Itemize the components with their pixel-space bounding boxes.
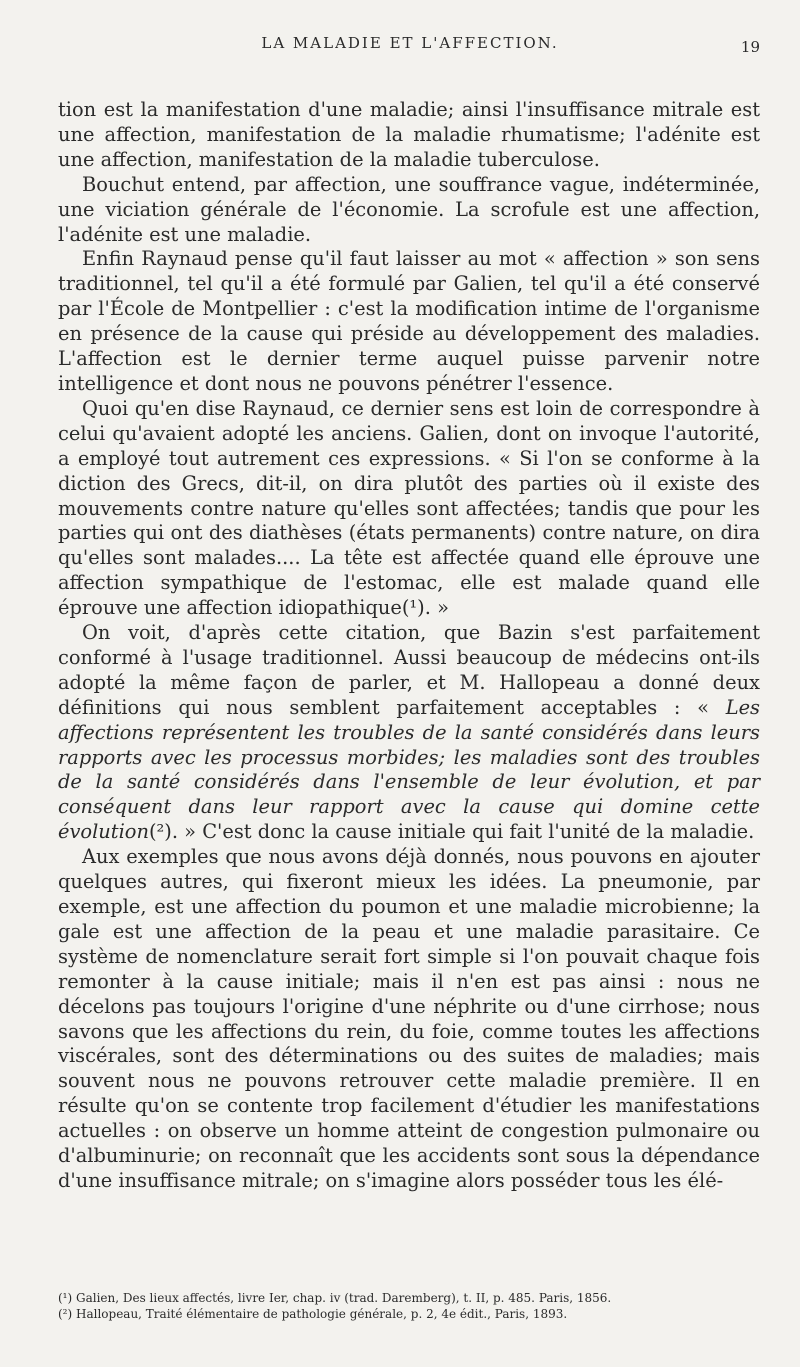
footnotes xyxy=(58,1290,760,1322)
paragraph-3: Enfin Raynaud pense qu'il faut laisser au mot « affection » son sens traditionnel, tel qu'il a été formulé par Galien, tel qu'il a été conservé par l'École de Montpellier : c'est la modification intime de l'organisme en présence de la cause qui préside au développement des maladies. L'affection est le dernier terme auquel puisse parvenir notre intelligence et dont nous ne pouvons pénétrer l'essence. xyxy=(58,247,760,395)
running-head-title: LA MALADIE ET L'AFFECTION. xyxy=(261,34,559,52)
paragraph-2: Bouchut entend, par affection, une souffrance vague, indéterminée, une viciation générale de l'économie. La scrofule est une affection, l'adénite est une maladie. xyxy=(58,172,760,246)
page-number: 19 xyxy=(740,38,760,56)
hallopeau-quote: Les affections représentent les troubles de la santé considérés dans leurs rapports avec les processus morbides; les maladies sont des troubles de la santé considérés dans l'ensemble de leur évolution, et par conséquent dans leur rapport avec la cause qui domine cette évolution xyxy=(58,695,760,844)
paragraph-5-outro: (²). » C'est donc la cause initiale qui fait l'unité de la maladie. xyxy=(148,820,755,844)
paragraph-5 xyxy=(58,621,760,845)
paragraph-4: Quoi qu'en dise Raynaud, ce dernier sens est loin de correspondre à celui qu'avaient adopté les anciens. Galien, dont on invoque l'autorité, a employé tout autrement ces expressions. « Si l'on se conforme à la diction des Grecs, dit-il, on dira plutôt des parties où il existe des mouvements contre nature qu'elles sont affectées; tandis que pour les parties qui ont des diathèses (états permanents) contre nature, on dira qu'elles sont malades.... La tête est affectée quand elle éprouve une affection sympathique de l'estomac, elle est malade quand elle éprouve une affection idiopathique(¹). » xyxy=(58,396,760,620)
running-head xyxy=(60,34,760,64)
paragraph-1: tion est la manifestation d'une maladie; ainsi l'insuffisance mitrale est une affection, manifestation de la maladie rhumatisme; l'adénite est une affection, manifestation de la maladie tuberculose. xyxy=(58,98,760,171)
paragraph-6: Aux exemples que nous avons déjà donnés, nous pouvons en ajouter quelques autres, qui fixeront mieux les idées. La pneumonie, par exemple, est une affection du poumon et une maladie microbienne; la gale est une affection de la peau et une maladie parasitaire. Ce système de nomenclature serait fort simple si l'on pouvait chaque fois remonter à la cause initiale; mais il n'en est pas ainsi : nous ne décelons pas toujours l'origine d'une néphrite ou d'une cirrhose; nous savons que les affections du rein, du foie, comme toutes les affections viscérales, sont des déterminations ou des suites de maladies; mais souvent nous ne pouvons retrouver cette maladie première. Il en résulte qu'on se contente trop facilement d'étudier les manifestations actuelles : on observe un homme atteint de congestion pulmonaire ou d'albuminurie; on reconnaît que les accidents sont sous la dépendance d'une insuffisance mitrale; on s'imagine alors posséder tous les élé- xyxy=(58,845,760,1192)
paragraph-5-intro: On voit, d'après cette citation, que Bazin s'est parfaitement conformé à l'usage traditionnel. Aussi beaucoup de médecins ont-ils adopté la même façon de parler, et M. Hallopeau a donné deux définitions qui nous semblent parfaitement acceptables : « xyxy=(58,621,760,719)
footnote-2: (²) Hallopeau, Traité élémentaire de pathologie générale, p. 2, 4e édit., Paris, 1893. xyxy=(58,1307,568,1321)
footnote-1: (¹) Galien, Des lieux affectés, livre Ier, chap. iv (trad. Daremberg), t. II, p. 485. Paris, 1856. xyxy=(58,1291,612,1305)
body-text xyxy=(58,98,760,1194)
